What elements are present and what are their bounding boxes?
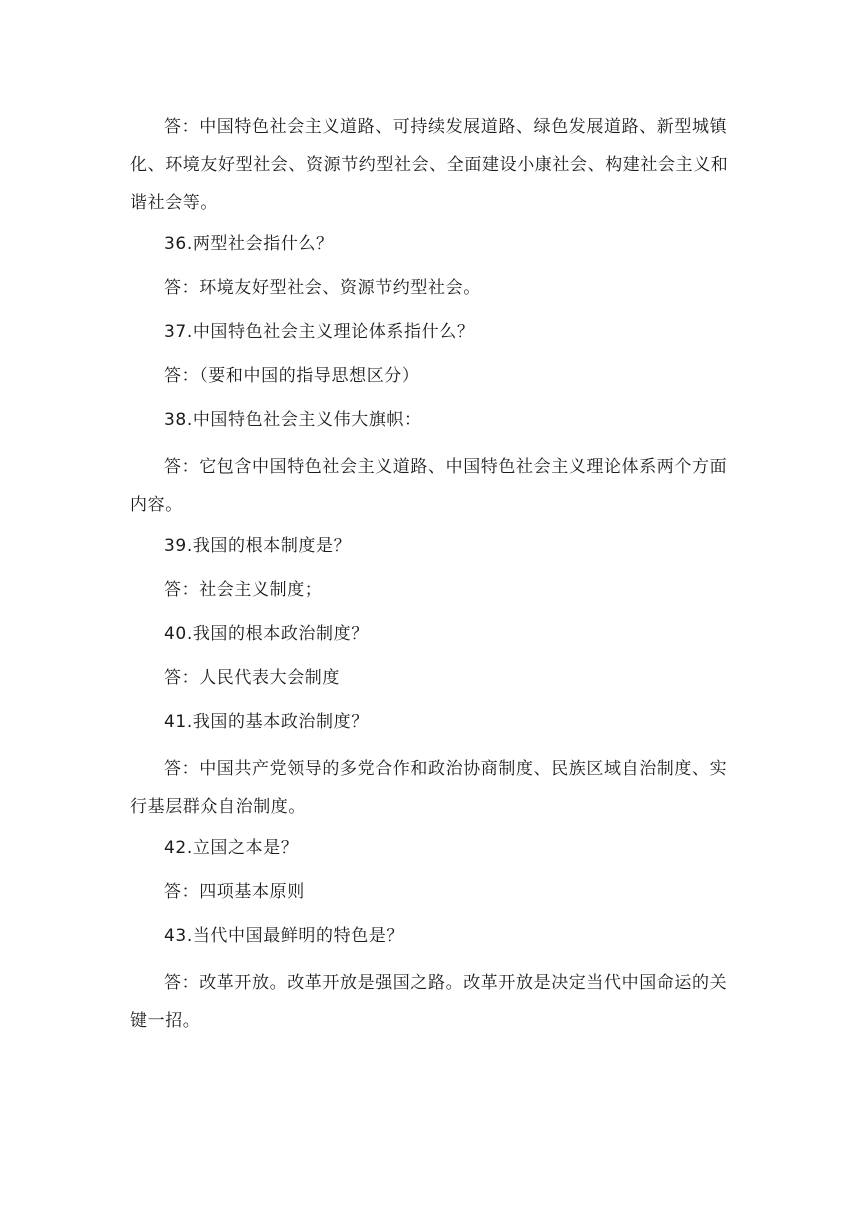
question-38: 38.中国特色社会主义伟大旗帜： (164, 410, 422, 430)
answer-39: 答：社会主义制度； (164, 580, 323, 600)
document-body (130, 108, 732, 1040)
answer-42: 答：四项基本原则 (164, 882, 305, 902)
answer-40: 答：人民代表大会制度 (164, 668, 340, 688)
question-36: 36.两型社会指什么？ (164, 234, 334, 254)
answer-36: 答：环境友好型社会、资源节约型社会。 (164, 278, 481, 298)
question-37: 37.中国特色社会主义理论体系指什么？ (164, 322, 475, 342)
answer-35: 答：中国特色社会主义道路、可持续发展道路、绿色发展道路、新型城镇化、环境友好型社会、资源节约型社会、全面建设小康社会、构建社会主义和谐社会等。 (130, 117, 729, 213)
question-42: 42.立国之本是？ (164, 838, 299, 858)
question-41: 41.我国的基本政治制度？ (164, 712, 369, 732)
answer-43: 答：改革开放。改革开放是强国之路。改革开放是决定当代中国命运的关键一招。 (130, 973, 728, 1031)
question-40: 40.我国的根本政治制度？ (164, 624, 369, 644)
answer-41: 答：中国共产党领导的多党合作和政治协商制度、民族区域自治制度、实行基层群众自治制度。 (130, 759, 728, 817)
answer-38: 答：它包含中国特色社会主义道路、中国特色社会主义理论体系两个方面内容。 (130, 457, 728, 515)
question-43: 43.当代中国最鲜明的特色是？ (164, 926, 405, 946)
question-39: 39.我国的根本制度是？ (164, 536, 352, 556)
answer-37: 答：（要和中国的指导思想区分） (164, 366, 420, 386)
